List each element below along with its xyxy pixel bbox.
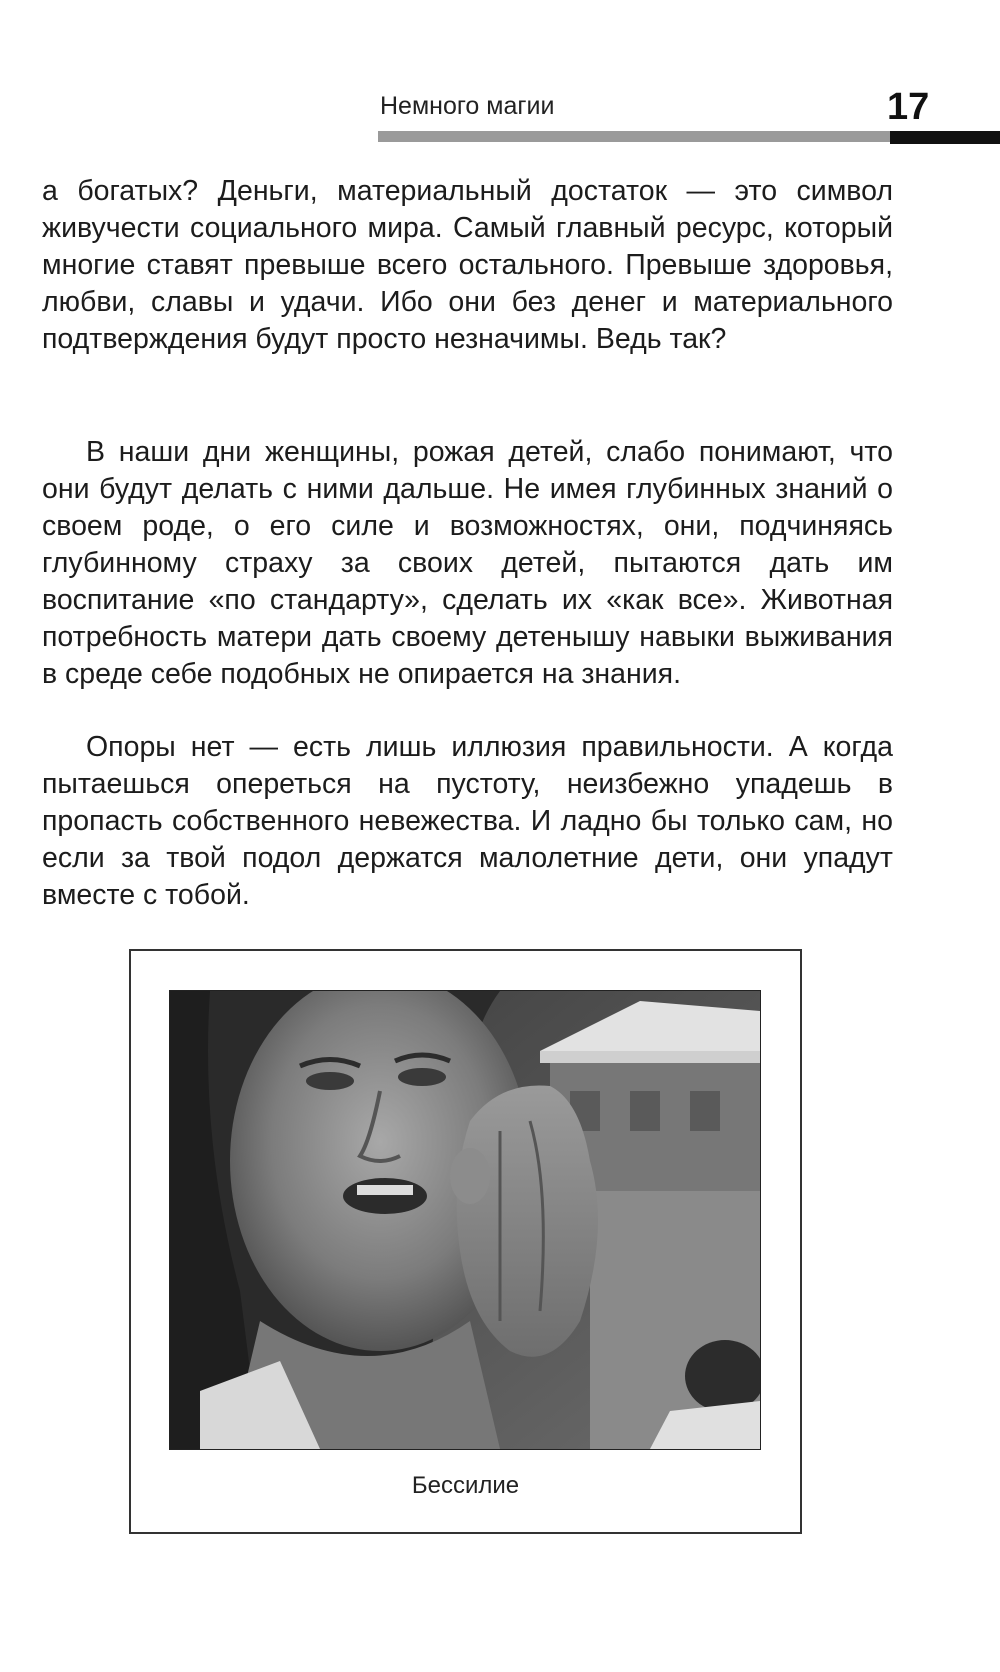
header-rule-accent bbox=[890, 131, 1000, 144]
running-head: Немного магии bbox=[380, 92, 555, 120]
header-rule bbox=[378, 131, 890, 142]
figure-photo bbox=[169, 990, 761, 1450]
paragraph-3-block bbox=[42, 729, 893, 914]
paragraph-1: а богатых? Деньги, материальный достаток — это символ живучести социального мира. Самый главный ресурс, который многие ставят превыше всего остального. Превыше здоровья, любви, славы и удачи. Ибо они без денег и материального подтверждения будут просто незначимы. Ведь так? bbox=[42, 175, 893, 355]
figure-caption: Бессилие bbox=[411, 1472, 520, 1499]
paragraph-2-block bbox=[42, 434, 893, 693]
paragraph-1-block bbox=[42, 173, 893, 358]
page-number: 17 bbox=[887, 86, 930, 128]
paragraph-2: В наши дни женщины, рожая детей, слабо понимают, что они будут делать с ними дальше. Не имея глубинных знаний о своем роде, о его силе и возможностях, они, подчиняясь глубинному страху за своих детей, пытаются дать им воспитание «по стандарту», сделать их «как все». Животная потребность матери дать своему детенышу навыки выживания в среде себе подобных не опирается на знания. bbox=[42, 436, 893, 690]
paragraph-3: Опоры нет — есть лишь иллюзия правильности. А когда пытаешься опереться на пустоту, неизбежно упадешь в пропасть собственного невежества. И ладно бы только сам, но если за твой подол держатся малолетние дети, они упадут вместе с тобой. bbox=[42, 731, 893, 911]
